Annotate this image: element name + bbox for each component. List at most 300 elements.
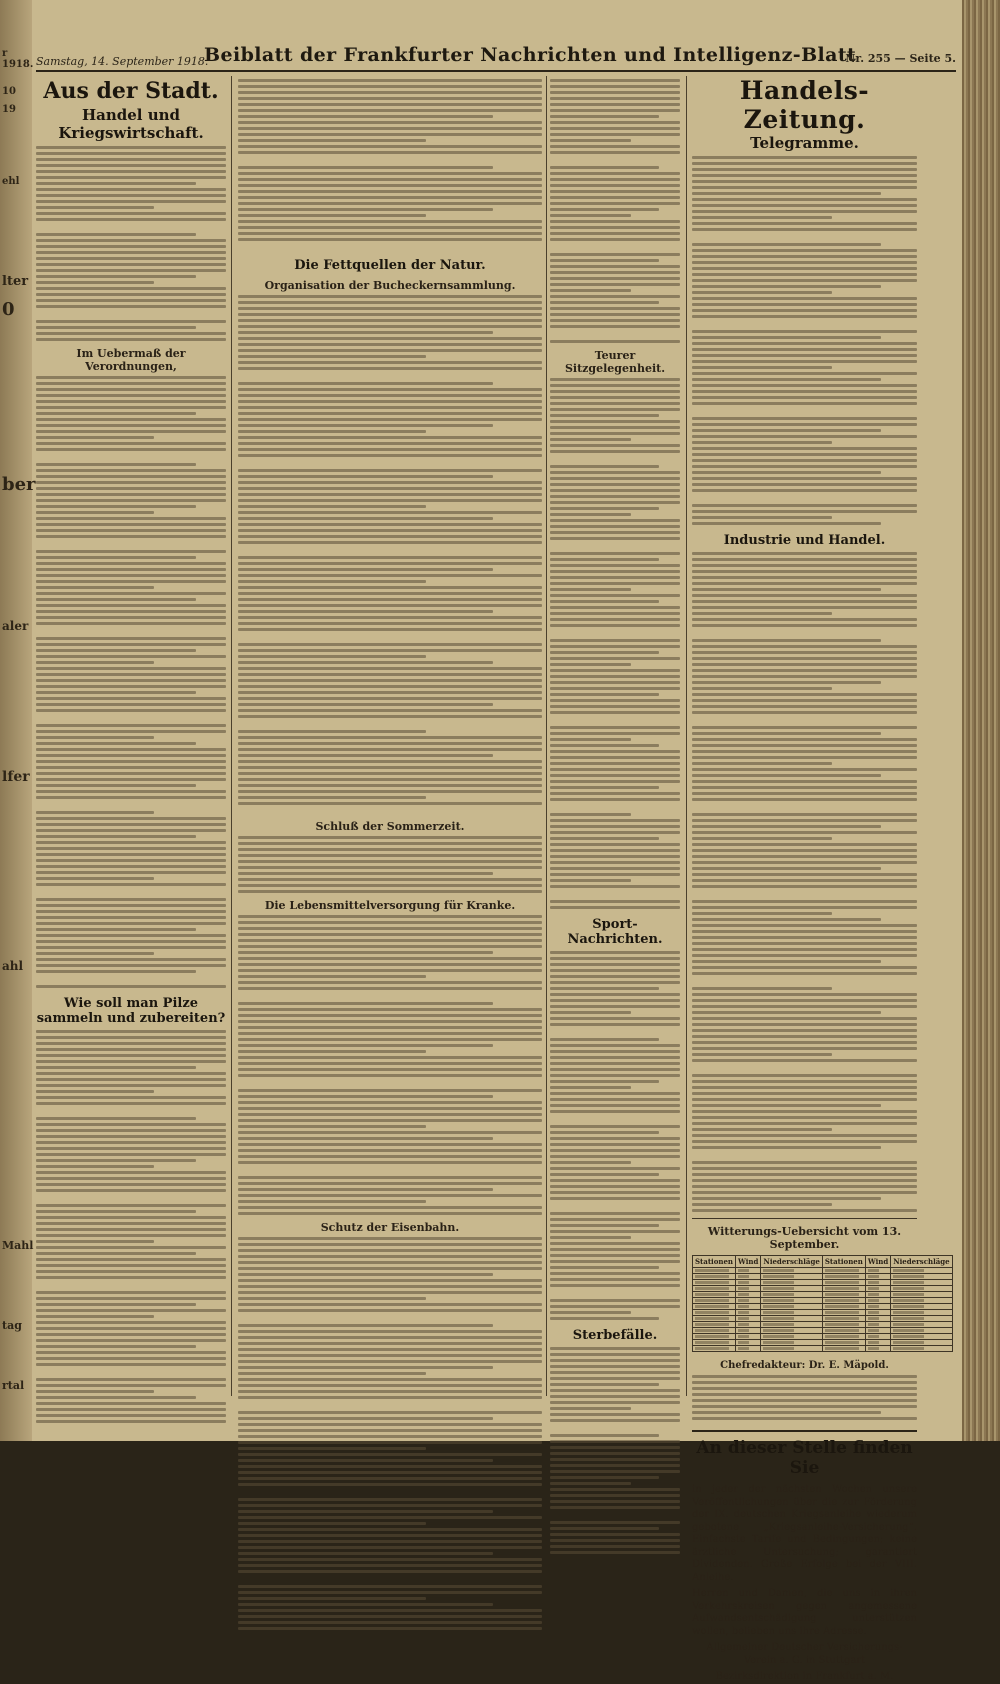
text-line (692, 1029, 917, 1032)
telegrams-title: Telegramme. (750, 134, 859, 152)
text-line (692, 1375, 917, 1378)
text-line (238, 196, 542, 199)
text-line (692, 216, 832, 219)
column-3 (550, 76, 680, 1406)
text-line (36, 257, 226, 260)
cell-texture (825, 1347, 859, 1350)
text-line (550, 570, 680, 573)
text-line (550, 277, 680, 280)
text-line (36, 922, 226, 925)
text-line (692, 249, 917, 252)
text-line (36, 1216, 226, 1219)
text-line (550, 1365, 680, 1368)
text-line (550, 861, 680, 864)
text-line (692, 1417, 917, 1420)
text-line (238, 1188, 493, 1191)
text-line (36, 904, 226, 907)
text-line (238, 915, 542, 918)
text-line (238, 1032, 542, 1035)
text-line (36, 772, 226, 775)
text-line (550, 1470, 680, 1473)
text-line (692, 600, 917, 603)
text-line (36, 1189, 226, 1192)
text-line (36, 326, 196, 329)
text-line (550, 993, 680, 996)
text-line (238, 238, 542, 241)
article-text-block (692, 156, 917, 525)
text-line (238, 1570, 542, 1573)
text-line (550, 408, 680, 411)
text-line (550, 738, 631, 741)
text-line (238, 529, 542, 532)
text-line (238, 139, 426, 142)
cell-texture (738, 1287, 749, 1290)
cell-texture (695, 1311, 729, 1314)
text-line (238, 1597, 426, 1600)
text-line (36, 964, 226, 967)
text-line (238, 703, 493, 706)
text-line (36, 239, 226, 242)
paragraph-gap (550, 331, 680, 337)
text-line (238, 436, 542, 439)
text-line (692, 303, 917, 306)
article-heading: Im Uebermaß der Verordnungen, (76, 347, 186, 373)
subsection-title: Handel und Kriegswirtschaft. (58, 106, 204, 142)
paragraph-gap (550, 244, 680, 250)
text-line (692, 396, 917, 399)
text-line (550, 1458, 680, 1461)
paragraph-gap (36, 224, 226, 230)
text-line (238, 454, 542, 457)
text-line (238, 172, 542, 175)
cell-texture (738, 1275, 749, 1278)
text-line (692, 471, 881, 474)
text-line (238, 1324, 493, 1327)
text-line (550, 531, 680, 534)
text-line (692, 174, 917, 177)
text-line (36, 463, 196, 466)
text-line (550, 906, 680, 909)
text-line (550, 537, 680, 540)
text-line (36, 1297, 226, 1300)
text-line (36, 430, 226, 433)
text-line (692, 279, 917, 282)
text-line (36, 424, 226, 427)
spine-text-13: rtal (2, 1379, 25, 1392)
text-line (692, 1209, 917, 1212)
text-line (36, 1072, 226, 1075)
text-line (238, 475, 493, 478)
text-line (550, 1125, 680, 1128)
text-line (238, 802, 542, 805)
column-2 (238, 76, 542, 1406)
text-line (238, 1603, 493, 1606)
text-line (550, 1212, 680, 1215)
text-line (692, 681, 881, 684)
text-line (692, 315, 917, 318)
insurance-advertisement (692, 1430, 917, 1684)
weather-header: Wind (865, 1256, 890, 1268)
text-line (36, 1246, 226, 1249)
text-line (238, 133, 542, 136)
text-line (36, 1084, 226, 1087)
text-line (692, 831, 917, 834)
text-line (550, 756, 680, 759)
text-line (692, 750, 917, 753)
cell-texture (868, 1269, 879, 1272)
cell-texture (738, 1311, 749, 1314)
text-line (550, 1074, 680, 1077)
text-line (36, 883, 226, 886)
text-line (692, 624, 917, 627)
paragraph-gap (36, 1369, 226, 1375)
text-line (36, 1414, 226, 1417)
text-line (238, 1050, 426, 1053)
text-line (550, 519, 680, 522)
text-line (550, 109, 680, 112)
text-line (550, 1017, 680, 1020)
text-line (550, 999, 680, 1002)
text-line (550, 705, 680, 708)
text-line (550, 103, 680, 106)
text-line (692, 582, 917, 585)
paragraph-gap (238, 1167, 542, 1173)
text-line (36, 152, 226, 155)
text-line (238, 884, 542, 887)
text-line (36, 1240, 154, 1243)
text-line (550, 855, 680, 858)
text-line (692, 210, 917, 213)
text-line (238, 649, 542, 652)
text-line (36, 338, 226, 341)
paragraph-gap (692, 234, 917, 240)
text-line (238, 1429, 542, 1432)
text-line (238, 1068, 542, 1071)
text-line (692, 693, 917, 696)
text-line (36, 622, 226, 625)
text-line (238, 448, 542, 451)
text-line (550, 780, 680, 783)
text-line (36, 269, 226, 272)
text-line (36, 760, 226, 763)
text-line (692, 780, 917, 783)
text-line (692, 1122, 917, 1125)
text-line (692, 273, 917, 276)
text-line (550, 1353, 680, 1356)
text-line (238, 1026, 542, 1029)
text-line (36, 985, 226, 988)
text-line (238, 628, 542, 631)
text-line (550, 1299, 680, 1302)
cell-texture (738, 1305, 749, 1308)
spine-text-9: lfer (2, 769, 30, 785)
article-text-block (238, 1237, 542, 1630)
paragraph-gap (692, 978, 917, 984)
text-line (238, 295, 542, 298)
text-line (238, 1200, 426, 1203)
text-line (238, 499, 542, 502)
text-line (36, 940, 226, 943)
cell-texture (893, 1305, 924, 1308)
column-1 (36, 76, 226, 1406)
text-line (692, 354, 917, 357)
text-line (692, 378, 881, 381)
text-line (550, 208, 659, 211)
text-line (36, 796, 226, 799)
text-line (36, 667, 226, 670)
cell-texture (825, 1341, 859, 1344)
text-line (550, 1131, 659, 1134)
text-line (550, 432, 680, 435)
cell-texture (738, 1317, 749, 1320)
text-line (550, 900, 680, 903)
text-line (238, 709, 542, 712)
text-line (36, 1252, 196, 1255)
paragraph-gap (238, 1489, 542, 1495)
text-line (692, 1104, 881, 1107)
weather-header: Stationen (693, 1256, 736, 1268)
cell-texture (825, 1305, 859, 1308)
text-line (238, 1297, 426, 1300)
article-text-block (36, 376, 226, 988)
text-line (550, 774, 680, 777)
paragraph-gap (36, 628, 226, 634)
text-line (692, 1134, 917, 1137)
text-line (36, 293, 226, 296)
paragraph-gap (692, 804, 917, 810)
text-line (550, 1056, 680, 1059)
text-line (238, 921, 542, 924)
text-line (550, 79, 680, 82)
text-line (36, 1264, 226, 1267)
cell-texture (825, 1287, 859, 1290)
text-line (36, 1408, 226, 1411)
text-line (550, 564, 680, 567)
text-line (238, 842, 542, 845)
text-line (238, 1354, 542, 1357)
text-line (692, 204, 917, 207)
text-line (238, 232, 542, 235)
text-line (692, 1393, 917, 1396)
text-line (692, 1116, 917, 1119)
text-line (238, 79, 542, 82)
text-line (550, 669, 680, 672)
text-line (692, 489, 917, 492)
text-line (36, 742, 196, 745)
text-line (692, 459, 917, 462)
text-line (238, 1471, 542, 1474)
spine-text-1: r 1918. (2, 48, 34, 70)
text-line (238, 121, 542, 124)
text-line (238, 860, 542, 863)
text-line (36, 412, 196, 415)
weather-caption: Witterungs-Uebersicht vom 13. September. (707, 1225, 902, 1251)
text-line (36, 1333, 226, 1336)
paragraph-gap (692, 1152, 917, 1158)
text-line (238, 361, 542, 364)
text-line (692, 1053, 832, 1056)
text-line (36, 1303, 196, 1306)
paragraph-gap (692, 630, 917, 636)
text-line (238, 790, 542, 793)
text-line (550, 1230, 680, 1233)
article-heading: Schutz der Eisenbahn. (320, 1221, 460, 1234)
text-line (36, 487, 226, 490)
text-line (692, 1405, 917, 1408)
text-line (238, 493, 542, 496)
text-line (550, 1311, 631, 1314)
text-line (238, 1149, 542, 1152)
text-line (238, 1348, 542, 1351)
text-line (36, 592, 226, 595)
text-line (550, 283, 680, 286)
text-line (550, 402, 680, 405)
text-line (550, 843, 680, 846)
article-heading: Die Fettquellen der Natur. (294, 258, 486, 273)
text-line (36, 251, 226, 254)
text-line (550, 657, 680, 660)
text-line (36, 233, 196, 236)
text-line (238, 388, 542, 391)
text-line (692, 687, 832, 690)
text-line (692, 447, 917, 450)
text-line (238, 1309, 542, 1312)
text-line (550, 1272, 680, 1275)
text-line (36, 194, 226, 197)
text-line (238, 1038, 542, 1041)
editor-line: Chefredakteur: Dr. E. Mäpold. (720, 1360, 889, 1371)
cell-texture (738, 1299, 749, 1302)
text-line (550, 1413, 680, 1416)
text-line (692, 1128, 832, 1131)
text-line (238, 1417, 493, 1420)
text-line (238, 424, 493, 427)
text-line (238, 661, 493, 664)
text-line (238, 430, 426, 433)
cell-texture (825, 1269, 859, 1272)
text-line (550, 378, 680, 381)
text-line (238, 406, 542, 409)
text-line (238, 890, 542, 893)
text-line (238, 190, 542, 193)
text-line (692, 243, 881, 246)
text-line (550, 444, 680, 447)
text-line (238, 1378, 542, 1381)
text-line (36, 263, 226, 266)
text-line (238, 109, 542, 112)
article-heading: Teurer Sitzgelegenheit. (564, 349, 666, 375)
paragraph-gap (36, 976, 226, 982)
text-line (36, 1276, 226, 1279)
text-line (550, 1347, 680, 1350)
text-line (550, 981, 680, 984)
text-line (692, 594, 917, 597)
text-line (692, 936, 917, 939)
text-line (238, 1411, 542, 1414)
text-line (692, 1161, 917, 1164)
text-line (692, 435, 917, 438)
weather-cell (761, 1346, 822, 1352)
text-line (550, 414, 659, 417)
text-line (692, 987, 832, 990)
text-line (238, 1014, 542, 1017)
masthead (36, 44, 956, 72)
text-line (550, 1254, 680, 1257)
text-line (550, 166, 659, 169)
text-line (238, 349, 542, 352)
cell-texture (893, 1347, 924, 1350)
text-line (550, 588, 631, 591)
text-line (692, 786, 917, 789)
text-line (550, 1440, 680, 1443)
text-line (36, 784, 196, 787)
paragraph-gap (692, 891, 917, 897)
text-line (550, 1236, 631, 1239)
text-line (238, 1261, 542, 1264)
text-line (238, 418, 542, 421)
text-line (36, 1345, 196, 1348)
text-line (692, 639, 881, 642)
text-line (36, 245, 226, 248)
cell-texture (868, 1341, 879, 1344)
text-line (692, 798, 917, 801)
text-line (692, 261, 917, 264)
text-line (238, 622, 542, 625)
spine-text-11: Mahl (2, 1239, 34, 1252)
text-line (36, 535, 226, 538)
cell-texture (738, 1293, 749, 1296)
text-line (238, 556, 542, 559)
text-line (692, 1017, 917, 1020)
text-line (550, 1104, 680, 1107)
text-line (36, 736, 154, 739)
page-number: Nr. 255 — Seite 5. (845, 52, 956, 65)
cell-texture (738, 1347, 749, 1350)
text-line (36, 400, 226, 403)
text-line (692, 885, 917, 888)
text-line (238, 127, 542, 130)
paragraph-gap (692, 321, 917, 327)
text-line (692, 768, 917, 771)
spine-text-7: ber (2, 474, 36, 495)
text-line (36, 1228, 226, 1231)
text-line (550, 127, 680, 130)
text-line (36, 1321, 226, 1324)
spine-text-10: ahl (2, 959, 24, 973)
text-line (238, 872, 493, 875)
text-line (550, 1218, 680, 1221)
text-line (692, 1047, 917, 1050)
cell-texture (825, 1323, 859, 1326)
text-line (692, 837, 832, 840)
text-line (692, 336, 881, 339)
text-line (550, 711, 680, 714)
text-line (238, 562, 542, 565)
text-line (238, 1182, 542, 1185)
cell-texture (695, 1323, 729, 1326)
text-line (550, 819, 680, 822)
text-line (36, 817, 226, 820)
paragraph-gap (238, 1402, 542, 1408)
article-text-block (550, 1347, 680, 1554)
text-line (36, 946, 226, 949)
text-line (238, 586, 542, 589)
text-line (550, 1401, 680, 1404)
text-line (238, 766, 542, 769)
text-line (36, 1078, 226, 1081)
text-line (692, 606, 917, 609)
text-line (692, 1179, 917, 1182)
